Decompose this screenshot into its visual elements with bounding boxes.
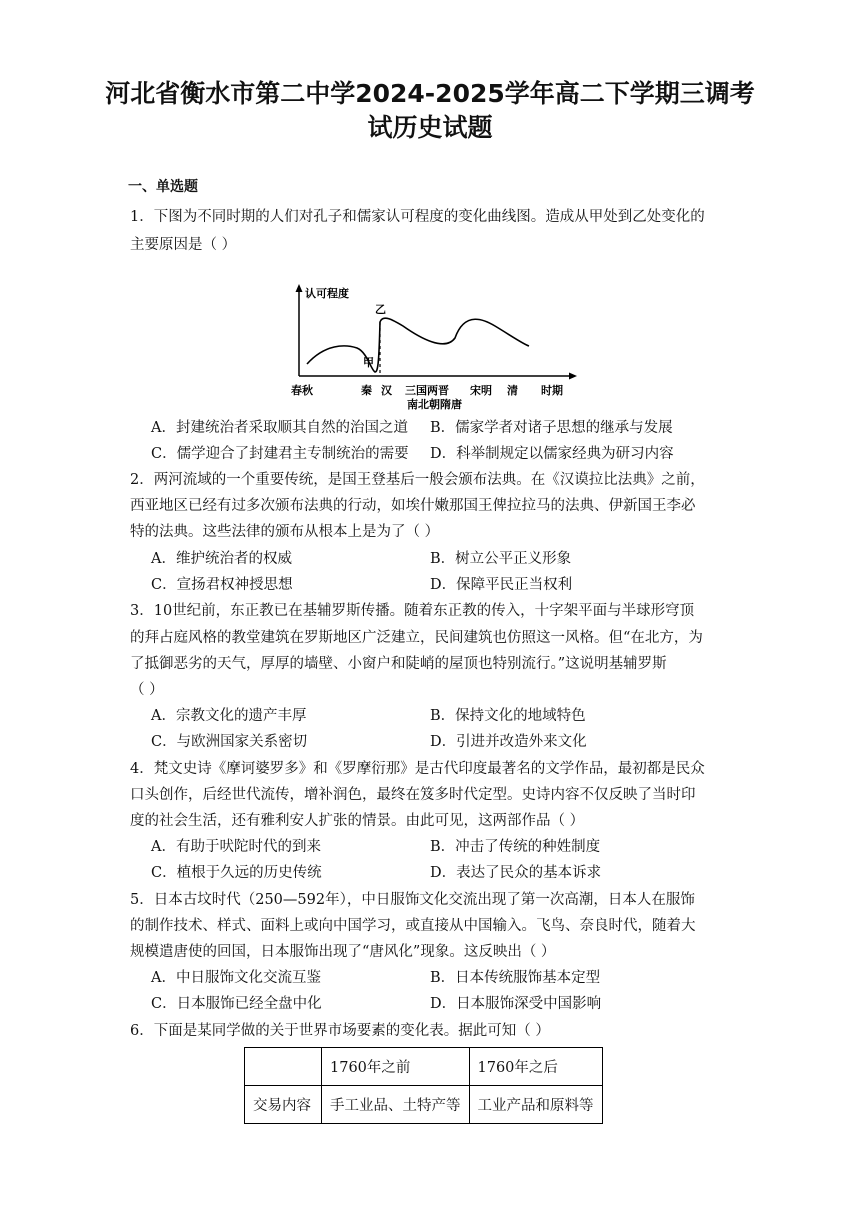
table-row xyxy=(245,1048,603,1086)
q5-option-c[interactable]: C．日本服饰已经全盘中化 xyxy=(151,996,322,1012)
q4-stem-line3: 度的社会生活，还有雅利安人扩张的情景。由此可见，这两部作品（ ） xyxy=(130,813,585,829)
q2-stem-line2: 西亚地区已经有过多次颁布法典的行动，如埃什嫩那国王俾拉拉马的法典、伊新国王李必 xyxy=(130,498,696,514)
q4-stem-line2: 口头创作，后经世代流传，增补润色，最终在笈多时代定型。史诗内容不仅反映了当时印 xyxy=(130,787,696,803)
q2-option-c[interactable]: C．宣扬君权神授思想 xyxy=(151,577,293,593)
q1-option-a[interactable]: A．封建统治者采取顺其自然的治国之道 xyxy=(151,420,408,436)
q3-stem-line4: （ ） xyxy=(130,682,164,698)
chart-x-label: 时期 xyxy=(541,384,563,397)
table-cell: 手工业品、土特产等 xyxy=(322,1086,470,1124)
q2-option-a[interactable]: A．维护统治者的权威 xyxy=(151,551,292,567)
table-row xyxy=(245,1086,603,1124)
q4-stem-line1: 4．梵文史诗《摩诃婆罗多》和《罗摩衍那》是古代印度最著名的文学作品，最初都是民众 xyxy=(130,761,705,777)
q3-stem-line2: 的拜占庭风格的教堂建筑在罗斯地区广泛建立，民间建筑也仿照这一风格。但“在北方，为 xyxy=(130,630,703,646)
section-heading: 一、单选题 xyxy=(128,179,198,195)
q1-stem-line2: 主要原因是（ ） xyxy=(130,237,237,253)
table-cell xyxy=(245,1048,322,1086)
q5-stem-line1: 5．日本古坟时代（250—592年），中日服饰文化交流出现了第一次高潮，日本人在服饰 xyxy=(130,892,695,908)
q3-option-c[interactable]: C．与欧洲国家关系密切 xyxy=(151,734,308,750)
q4-option-b[interactable]: B．冲击了传统的种姓制度 xyxy=(430,839,601,855)
table-cell: 交易内容 xyxy=(245,1086,322,1124)
q6-table xyxy=(244,1047,603,1124)
q5-stem-line2: 的制作技术、样式、面料上或向中国学习，或直接从中国输入。飞鸟、奈良时代，随着大 xyxy=(130,918,696,934)
table-cell: 工业产品和原料等 xyxy=(469,1086,602,1124)
chart-tick: 秦 xyxy=(361,384,372,397)
q3-stem-line3: 了抵御恶劣的天气，厚厚的墙壁、小窗户和陡峭的屋顶也特别流行。”这说明基辅罗斯 xyxy=(130,656,667,672)
q6-stem-line1: 6．下面是某同学做的关于世界市场要素的变化表。据此可知（ ） xyxy=(130,1023,550,1039)
page-title-line1: 河北省衡水市第二中学2024-2025学年高二下学期三调考 xyxy=(105,79,755,108)
q3-option-b[interactable]: B．保持文化的地域特色 xyxy=(430,708,586,724)
q5-option-a[interactable]: A．中日服饰文化交流互鉴 xyxy=(151,970,321,986)
q1-option-d[interactable]: D．科举制规定以儒家经典为研习内容 xyxy=(430,446,674,462)
q2-option-d[interactable]: D．保障平民正当权利 xyxy=(430,577,573,593)
q2-stem-line1: 2．两河流域的一个重要传统，是国王登基后一般会颁布法典。在《汉谟拉比法典》之前， xyxy=(130,472,705,488)
q3-option-d[interactable]: D．引进并改造外来文化 xyxy=(430,734,587,750)
chart-y-arrow xyxy=(296,284,303,292)
q3-option-a[interactable]: A．宗教文化的遗产丰厚 xyxy=(151,708,307,724)
chart-tick-sub: 南北朝隋唐 xyxy=(407,398,462,411)
q2-option-b[interactable]: B．树立公平正义形象 xyxy=(430,551,572,567)
chart-tick: 清 xyxy=(507,384,518,397)
q1-option-c[interactable]: C．儒学迎合了封建君主专制统治的需要 xyxy=(151,446,409,462)
q1-chart xyxy=(285,282,585,412)
q1-stem-line1: 1．下图为不同时期的人们对孔子和儒家认可程度的变化曲线图。造成从甲处到乙处变化的 xyxy=(130,209,705,225)
q2-stem-line3: 特的法典。这些法律的颁布从根本上是为了（ ） xyxy=(130,524,440,540)
q4-option-a[interactable]: A．有助于吠陀时代的到来 xyxy=(151,839,321,855)
chart-tick: 汉 xyxy=(381,384,392,397)
chart-x-arrow xyxy=(569,373,577,380)
chart-tick: 宋明 xyxy=(470,384,492,397)
table-cell: 1760年之前 xyxy=(322,1048,470,1086)
chart-tick: 三国两晋 xyxy=(405,384,449,397)
chart-tick: 春秋 xyxy=(291,384,313,397)
q5-option-b[interactable]: B．日本传统服饰基本定型 xyxy=(430,970,601,986)
q5-stem-line3: 规模遣唐使的回国，日本服饰出现了“唐风化”现象。这反映出（ ） xyxy=(130,944,556,960)
page-title-line2: 试历史试题 xyxy=(367,113,493,142)
q5-option-d[interactable]: D．日本服饰深受中国影响 xyxy=(430,996,602,1012)
q4-option-d[interactable]: D．表达了民众的基本诉求 xyxy=(430,865,602,881)
q3-stem-line1: 3．10世纪前，东正教已在基辅罗斯传播。随着东正教的传入，十字架平面与半球形穹顶 xyxy=(130,603,695,619)
chart-y-label: 认可程度 xyxy=(305,287,349,300)
chart-curve xyxy=(307,318,529,372)
table-cell: 1760年之后 xyxy=(469,1048,602,1086)
chart-mark-yi: 乙 xyxy=(375,303,386,316)
q1-option-b[interactable]: B．儒家学者对诸子思想的继承与发展 xyxy=(430,420,673,436)
q4-option-c[interactable]: C．植根于久远的历史传统 xyxy=(151,865,322,881)
chart-mark-jia: 甲 xyxy=(363,356,374,369)
